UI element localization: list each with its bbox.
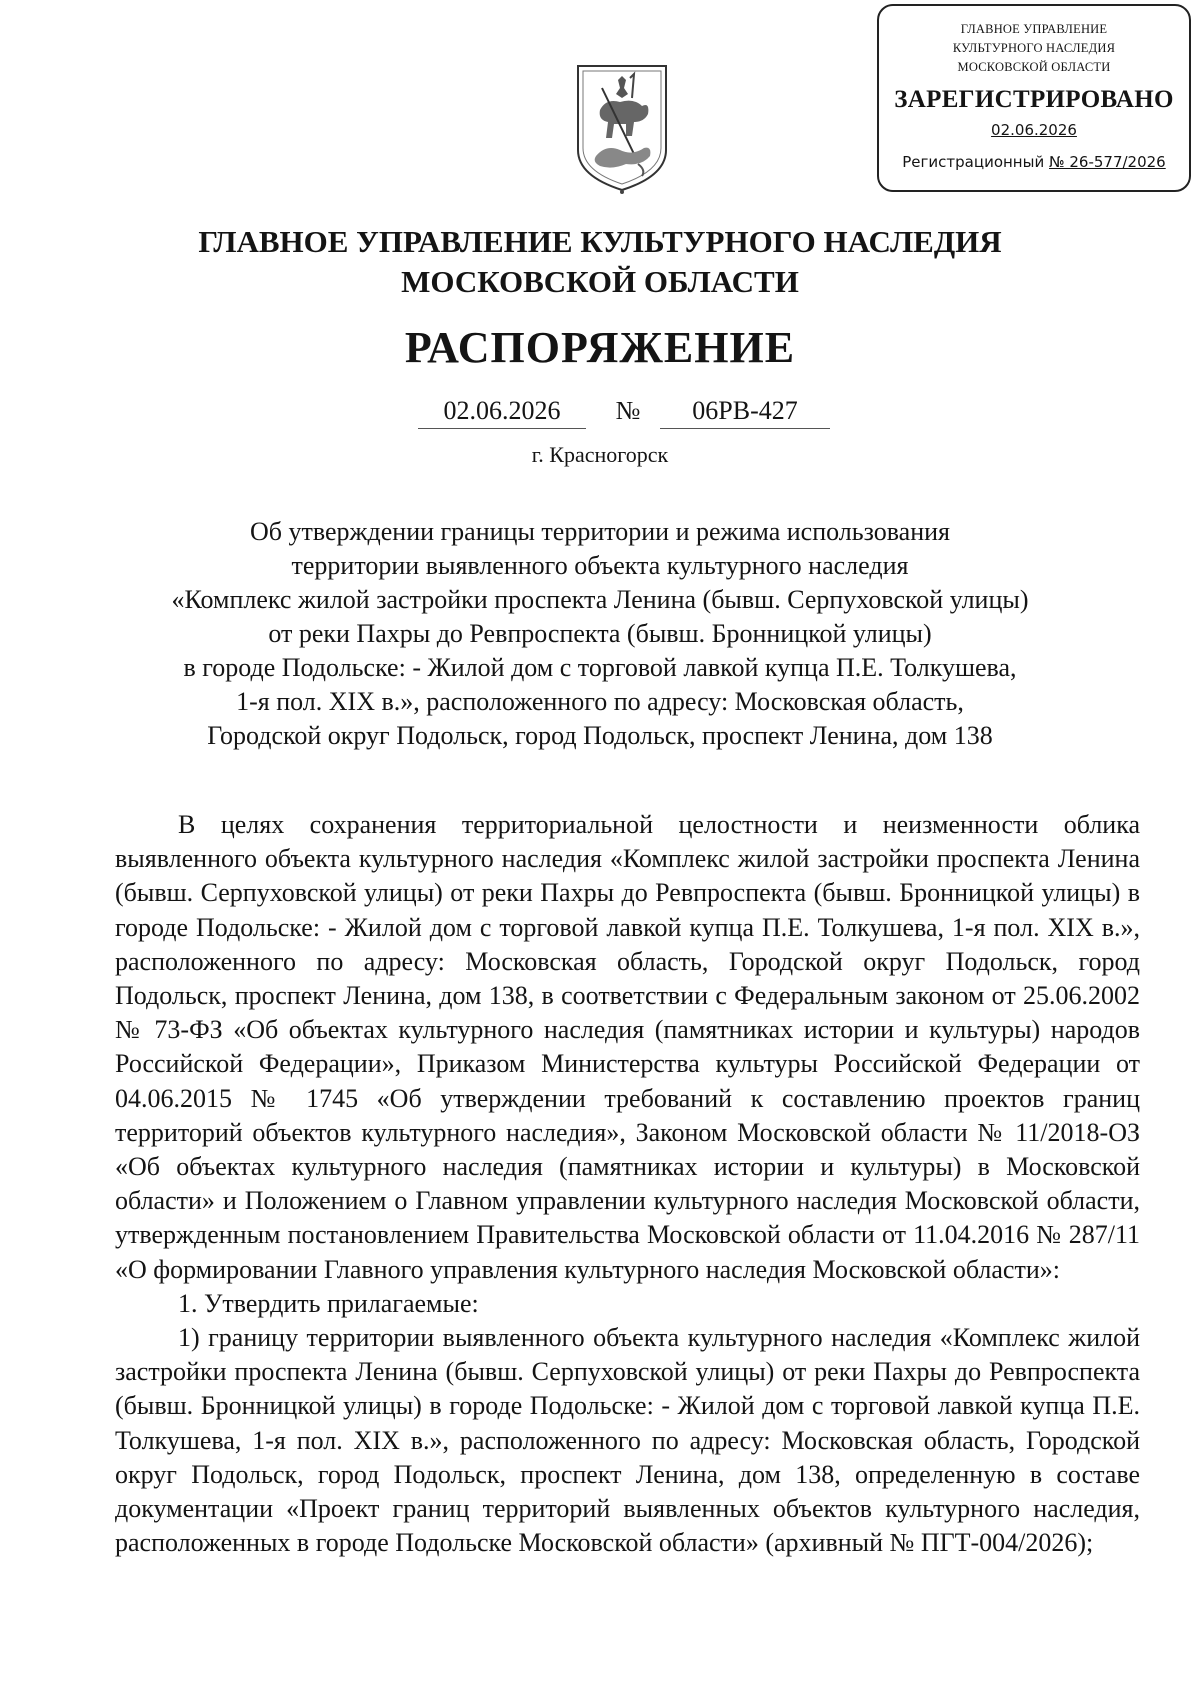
subject-line: территории выявленного объекта культурного наследия (291, 551, 909, 580)
document-number: 06РВ-427 (660, 394, 830, 429)
subject-line: 1-я пол. XIX в.», расположенного по адресу: Московская область, (236, 687, 964, 716)
subject-line: «Комплекс жилой застройки проспекта Ленина (бывш. Серпуховской улицы) (171, 585, 1029, 614)
number-sign: № (615, 396, 641, 425)
subject-line: от реки Пахры до Ревпроспекта (бывш. Бронницкой улицы) (268, 619, 932, 648)
stamp-reg-label: Регистрационный (902, 153, 1045, 171)
stamp-org-line: КУЛЬТУРНОГО НАСЛЕДИЯ (952, 41, 1116, 55)
stamp-org-line: ГЛАВНОЕ УПРАВЛЕНИЕ (960, 22, 1108, 36)
document-type: РАСПОРЯЖЕНИЕ (404, 323, 796, 372)
subject-line: в городе Подольске: - Жилой дом с торговой лавкой купца П.Е. Толкушева, (183, 653, 1017, 682)
document-body (115, 808, 1140, 1560)
subject-line: Об утверждении границы территории и режима использования (250, 517, 950, 546)
organization-title-line: МОСКОВСКОЙ ОБЛАСТИ (401, 264, 799, 299)
item-1-paragraph: 1. Утвердить прилагаемые: (178, 1288, 479, 1318)
document-subject (120, 515, 1080, 753)
item-1-1-paragraph: 1) границу территории выявленного объекта культурного наследия «Комплекс жилой застройки проспекта Ленина (бывш. Серпуховской улицы) от реки Пахры до Ревпроспекта (бывш. Бронницкой улицы) в городе Подольске: - Жилой дом с торговой лавкой купца П.Е. Толкушева, 1-я пол. XIX в.», расположенного по адресу: Московская область, Городской округ Подольск, город Подольск, проспект Ленина, дом 138, определенную в составе документации «Проект границ территорий выявленных объектов культурного наследия, расположенных в городе Подольске Московской области» (архивный № ПГТ-004/2026); (115, 1323, 1140, 1558)
moscow-oblast-coat-of-arms-icon (572, 58, 672, 196)
organization-title (0, 222, 1200, 302)
preamble-paragraph: В целях сохранения территориальной целостности и неизменности облика выявленного объекта культурного наследия «Комплекс жилой застройки проспекта Ленина (бывш. Серпуховской улицы) от реки Пахры до Ревпроспекта (бывш. Бронницкой улицы) в городе Подольске: - Жилой дом с торговой лавкой купца П.Е. Толкушева, 1-я пол. XIX в.», расположенного по адресу: Московская область, Городской округ Подольск, город Подольск, проспект Ленина, дом 138, в соответствии с Федеральным законом от 25.06.2002 № 73-ФЗ «Об объектах культурного наследия (памятниках истории и культуры) народов Российской Федерации», Приказом Министерства культуры Российской Федерации от 04.06.2015 № 1745 «Об утверждении требований к составлению проектов границ территорий объектов культурного наследия», Законом Московской области № 11/2018-ОЗ «Об объектах культурного наследия (памятниках истории и культуры) в Московской области» и Положением о Главном управлении культурного наследия Московской области, утвержденным постановлением Правительства Московской области от 11.04.2016 № 287/11 «О формировании Главного управления культурного наследия Московской области»: (115, 810, 1140, 1284)
organization-title-line: ГЛАВНОЕ УПРАВЛЕНИЕ КУЛЬТУРНОГО НАСЛЕДИЯ (198, 224, 1002, 259)
stamp-org-line: МОСКОВСКОЙ ОБЛАСТИ (957, 60, 1111, 74)
stamp-status: ЗАРЕГИСТРИРОВАНО (894, 86, 1174, 113)
stamp-reg-value: № 26-577/2026 (1049, 153, 1166, 171)
document-date: 02.06.2026 (418, 394, 586, 429)
subject-line: Городской округ Подольск, город Подольск, проспект Ленина, дом 138 (207, 721, 993, 750)
stamp-date: 02.06.2026 (991, 121, 1077, 139)
stamp-reg-number (879, 151, 1189, 173)
document-city: г. Красногорск (531, 442, 669, 467)
registration-stamp (877, 4, 1191, 192)
